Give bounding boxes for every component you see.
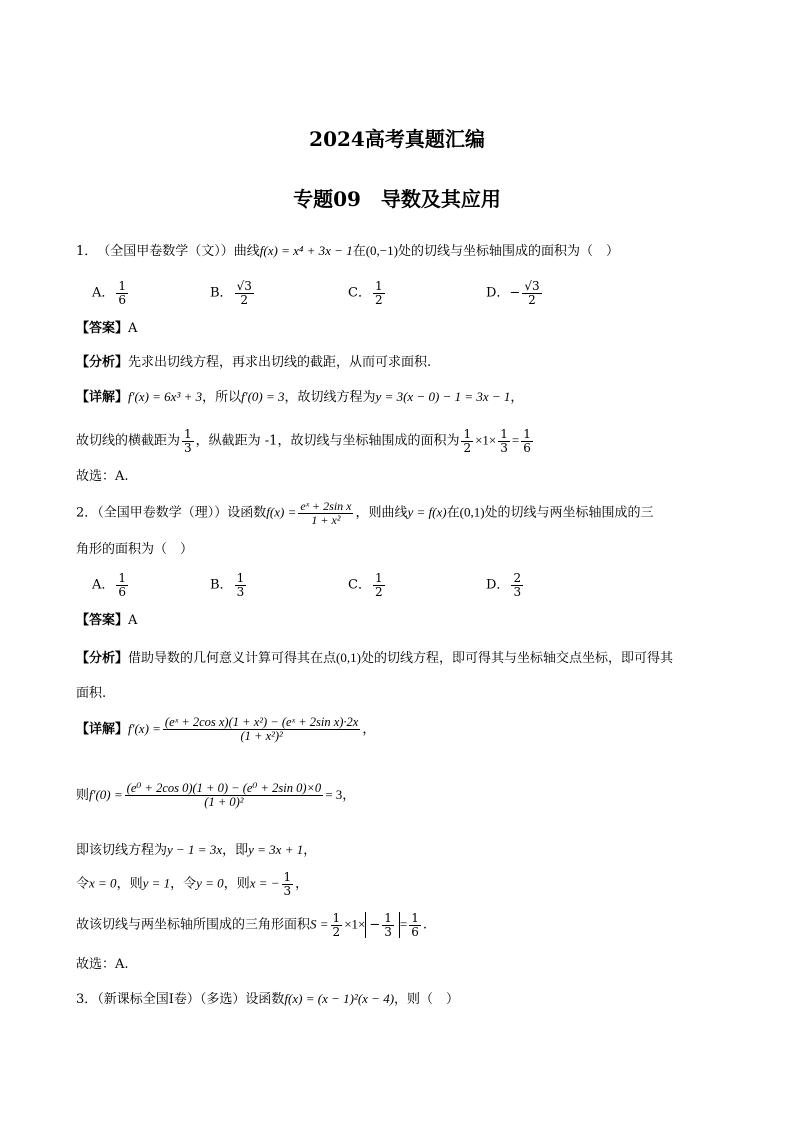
q1-stem-point: (0,−1) bbox=[365, 243, 398, 258]
option-label: A． bbox=[92, 285, 115, 301]
q1-option-d[interactable]: D．− $\frac{√3}{2}$ bbox=[486, 279, 540, 307]
q1-analysis: 【分析】先求出切线方程，再求出切线的截距，从而可求面积. bbox=[76, 355, 432, 370]
option-fraction: $\frac{1}{6}$ bbox=[118, 279, 127, 307]
q1-option-c[interactable] bbox=[348, 280, 387, 306]
option-label: D． bbox=[486, 285, 510, 301]
q2-detail-line4: 令x = 0，则y = 1，令y = 0，则x = − $\frac{1}{3}$ ， bbox=[76, 870, 309, 898]
q2-option-b[interactable]: B． $\frac{1}{3}$ bbox=[210, 571, 245, 599]
q2-option-c[interactable]: C． $\frac{1}{2}$ bbox=[348, 571, 383, 599]
q1-option-b[interactable] bbox=[210, 280, 256, 306]
q1-conclusion: 故选：A. bbox=[76, 469, 129, 484]
document-title: 2024高考真题汇编 bbox=[309, 127, 485, 151]
q2-detail-line5: 故该切线与两坐标轴所围成的三角形面积S = $\frac{1}{2}$ ×1× − $\frac{1}{3}$ = $\frac{1}{6}$ . bbox=[76, 911, 428, 939]
q2-option-d[interactable]: D． $\frac{2}{3}$ bbox=[486, 571, 522, 599]
q1-detail-line1: 【详解】f′(x) = 6x³ + 3，所以f′(0) = 3，故切线方程为y = 3(x − 0) − 1 = 3x − 1， bbox=[76, 389, 524, 405]
topic-subtitle: 专题09 导数及其应用 bbox=[293, 187, 501, 211]
q1-stem bbox=[76, 244, 619, 259]
q2-stem-line2: 角形的面积为（ ） bbox=[76, 542, 194, 557]
q1-stem-post: 处的切线与坐标轴围成的面积为（ ） bbox=[397, 244, 619, 259]
q2-detail-line2: 则f′(0) = $\frac{\text{(e⁰ + 2cos 0)(1 + 0) − (e⁰ + 2sin 0)×0}}{\text{(1 + 0)²}}$ = 3， bbox=[76, 781, 356, 810]
option-fraction: $\frac{1}{2}$ bbox=[374, 279, 383, 307]
q1-stem-mid: 在 bbox=[352, 244, 366, 259]
q1-stem-math: f(x) = x⁴ + 3x − 1 bbox=[259, 243, 353, 258]
absolute-value: − $\frac{1}{3}$ bbox=[365, 912, 400, 938]
q2-conclusion: 故选：A. bbox=[76, 957, 129, 972]
q1-answer: 【答案】A bbox=[76, 321, 138, 336]
q1-detail-line2: 故切线的横截距为 $\frac{1}{3}$ ，纵截距为 -1，故切线与坐标轴围成的面积为 $\frac{1}{2}$ ×1× $\frac{1}{3}$ = $\frac{1}{6}$ bbox=[76, 427, 531, 455]
q2-detail-line3: 即该切线方程为y − 1 = 3x，即y = 3x + 1， bbox=[76, 842, 317, 858]
option-fraction: $\frac{√3}{2}$ bbox=[524, 279, 540, 307]
option-label: B． bbox=[210, 285, 233, 301]
q2-detail-line1: 【详解】f′(x) = $\frac{\text{(eˣ + 2cos x)(1 + x²) − (eˣ + 2sin x)·2x}}{\text{(1 + x²)²}}$ ， bbox=[76, 715, 376, 744]
q2-stem: 2．（全国甲卷数学（理））设函数f(x) = $\frac{\text{eˣ + 2sin x}}{\text{1 + x²}}$ ，则曲线y = f(x)在(0,1)处的切线与两坐标轴围成的三 bbox=[76, 499, 654, 527]
q1-stem-pre: 1． （全国甲卷数学（文））曲线 bbox=[76, 244, 260, 259]
q2-analysis: 【分析】借助导数的几何意义计算可得其在点(0,1)处的切线方程，即可得其与坐标轴交点坐标，即可得其 bbox=[76, 650, 673, 666]
q3-stem: 3．（新课标全国Ⅰ卷）（多选）设函数f(x) = (x − 1)²(x − 4)，则（ ） bbox=[76, 991, 460, 1007]
option-label: C． bbox=[348, 285, 371, 301]
option-fraction: $\frac{√3}{2}$ bbox=[236, 279, 252, 307]
q1-option-a[interactable] bbox=[92, 280, 130, 306]
q2-analysis-line2: 面积. bbox=[76, 686, 107, 701]
q2-answer: 【答案】A bbox=[76, 613, 138, 628]
q2-option-a[interactable]: A． $\frac{1}{6}$ bbox=[92, 571, 127, 599]
